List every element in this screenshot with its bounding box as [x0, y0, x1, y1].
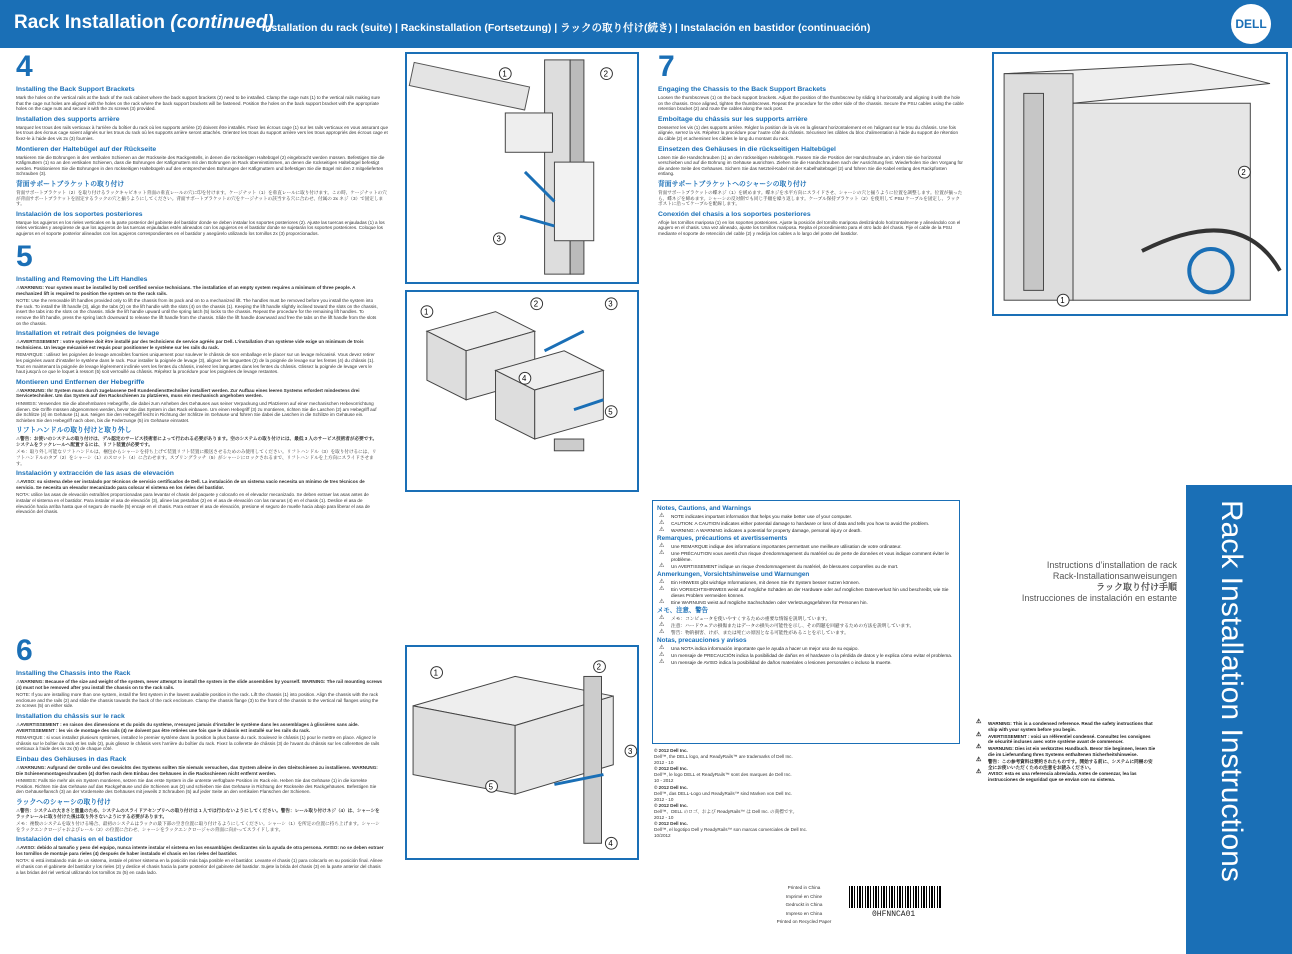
warning-item: ⚠ AVISO: esta es una referencia abreviada. Antes de comenzar, lea las instrucciones de seguridad que se envían con su sistema. — [974, 771, 1156, 783]
section-body: Markieren Sie die Bohrungen in den vertikalen Schienen an der Rückseite des Rackgestells, in denen die rückseitigen Haltebügel (2) eingebracht werden müssen. Befestigen Sie die Käfigmuttern (1) so an den vertikalen Schienen, dass die Bohrungen der Käfigmuttern mit den Bohrungen im Rack übereinstimmen, an denen die rückseitigen Haltebügel befestigt werden. Positionieren Sie die Bohrungen in den rückseitigen Haltebügeln auf den entsprechenden Bohrungen der Käfigmuttern und befestigen Sie die Bügel mit den 2 mitgelieferten Schrauben (3). — [16, 154, 385, 177]
warning-item: ⚠ Un mensaje de AVISO indica la posibilidad de daños materiales o lesiones personales o incluso la muerte. — [657, 660, 955, 666]
legal-line: Dell™, das DELL-Logo und ReadyRails™ sind Marken von Dell Inc. — [654, 790, 793, 796]
section-heading: Instalación del chasis en el bastidor — [16, 836, 133, 844]
warning-item: ⚠ Un AVERTISSEMENT indique un risque d’endommagement du matériel, de blessures corporelles ou de mort. — [657, 564, 955, 570]
callout-label: 1 — [1060, 296, 1065, 306]
section-heading: Installing and Removing the Lift Handles — [16, 276, 148, 283]
legal-line: 2012 - 10 — [654, 796, 674, 802]
section-heading: Installation et retrait des poignées de levage — [16, 330, 160, 338]
section-body: REMARQUE : utilisez les poignées de levage amovibles fournies uniquement pour soulever le châssis de son emballage et le placer sur un levage mécanisé. Vous devez retirer les poignées avant d’installer le système dans le rack. Pour installer la poignée de levage (3), alignez les languettes (2) de la poignée de levage sur les fentes (4) du châssis (1). Tout en maintenant la poignée de levage légèrement inclinée vers les fentes du châssis, insérez les languettes dans les fentes du châssis. Glissez la poignée de levage vers le haut jusqu’à ce que le loquet à ressort (5) soit verrouillé au châssis. Répétez la procédure pour les poignées de levage restantes. — [16, 352, 375, 375]
note-item: ⚠ Una NOTA indica información importante que le ayuda a hacer un mejor uso de su equipo. — [657, 646, 955, 652]
printed-line: Imprimé en Chine — [785, 893, 823, 899]
callout-label: 3 — [608, 299, 613, 309]
warning-text: ⚠ WARNING: Your system must be installed by Dell certified service technicians. The installation of an empty system requires a minimum of three people. A mechanized lift is required to position the system on to the rack rails. — [16, 285, 380, 296]
warning-item: ⚠ 警告：この参考資料は要約されたものです。開始する前に、システムに同梱の安全にお使いいただくための注意をお読みください。 — [974, 759, 1156, 771]
subtitle-de: Rack-Installationsanweisungen — [1052, 571, 1177, 581]
notes-heading: Remarques, précautions et avertissements — [657, 535, 788, 542]
barcode-text: 0HFNNCA01 — [872, 910, 916, 919]
warning-text: ⚠ WARNUNG: Aufgrund der Größe und des Gewichts des Systems sollten Sie niemals versuchen, das System alleine in den Gleitschienen zu installieren. WARNUNG: Die Schienenmontageschrauben (4) dürfen nach dem Einbau des Gehäuses in die Rackschienen nicht entfernt werden. — [16, 765, 384, 776]
callout-label: 5 — [488, 782, 494, 792]
figure-chassis-rack — [405, 645, 639, 860]
warning-text: ⚠ 警告：お使いのシステムの取り付けは、デル認定のサービス技術者によって行われる必要があります。空のシステムの取り付けには、最低 3 人のサービス技術者が必要です。システムをラックレールへ配置するには、リフト装置が必要です。 — [16, 436, 380, 447]
section-heading: ラックへのシャーシの取り付け — [16, 798, 111, 806]
callout-label: 4 — [522, 374, 527, 384]
legal-line: Dell™, le logo DELL et ReadyRails™ sont des marques de Dell Inc. — [654, 772, 792, 778]
section-heading: Installation du châssis sur le rack — [16, 712, 125, 720]
step-number: 4 — [16, 52, 33, 83]
step-number: 6 — [16, 636, 33, 667]
legal-line: 10/2012 — [654, 833, 671, 839]
note-item: ⚠ NOTE indicates important information that helps you make better use of your computer. — [657, 514, 955, 520]
cover-subtitles — [992, 560, 1177, 604]
legal-line: Dell™、DELL のロゴ、および ReadyRails™ は Dell Inc. の商標です。 — [654, 808, 798, 814]
cover-title: Rack Installation Instructions — [1215, 500, 1248, 882]
warning-text: ⚠ 警告：システムの大きさと重量のため、システムのスライドアセンブリへの取り付けは 1 人では行わないようにしてください。警告：レール取り付けネジ（4）は、シャーシをラックレールに取り付けた後は取り外さないようにする必要があります。 — [16, 808, 384, 819]
caution-item: ⚠ Une PRÉCAUTION vous avertit d’un risque d’endommagement du matériel ou de perte de données et vous indique comment éviter le problème. — [657, 551, 955, 563]
callout-label: 2 — [603, 69, 608, 79]
section-heading: Installation des supports arrière — [16, 115, 120, 123]
step-5-text — [16, 242, 380, 634]
figure-engage-chassis — [992, 52, 1288, 316]
section-body: メモ：取り外し可能なリフトハンドルは、梱包からシャーシを持ち上げて装置リフト装置に搬送させるためのみ使用してください。リフトハンドル（3）を取り付けるには、リフトハンドルのタブ（2）をシャーシ（1）のスロット（4）に合わせます。スプリングラッチ（5）がシャーシにロックされるまで、リフトハンドルを上方向にスライドさせます。 — [16, 449, 377, 466]
printed-in — [770, 884, 838, 927]
page-title: Rack Installation (continued) — [14, 12, 274, 33]
section-heading: Installing the Back Support Brackets — [16, 86, 135, 93]
section-body: メモ：複数のシステムを取り付ける場合、最初のシステムはラックの最下部の空き位置に取り付けるようにしてください。シャーシ（1）を所定の位置に持ち上げます。シャーシをラックエンクロージャおよびレール（2）の位置に合わせ、シャーシをラックエンクロージャの背面に向かってスライドします。 — [16, 821, 380, 832]
notes-heading: Notas, precauciones y avisos — [657, 637, 747, 644]
section-heading: Engaging the Chassis to the Back Support Brackets — [658, 86, 827, 93]
figure-lift-handles-drawing — [407, 292, 637, 490]
section-heading: Instalación y extracción de las asas de elevación — [16, 470, 174, 478]
figure-back-bracket-drawing — [407, 54, 637, 282]
legal-line: © 2012 Dell Inc. — [654, 784, 688, 790]
section-body: 背面サポートブラケットの蝶ネジ（1）を緩めます。蝶ネジを水平方向にスライドさせ、シャーシの穴と揃うように位置を調整します。位置が揃ったら、蝶ネジを締めます。シャーシの反対側でも同じ手順を繰り返します。ケーブル保持ブラケット（2）を使用して PSU ケーブルを固定し、ラックポストに沿ってケーブルを配線します。 — [658, 189, 963, 207]
callout-label: 3 — [496, 234, 501, 244]
section-body: NOTA: si está instalando más de un sistema, instale el primer sistema en la posición más baja posible en el bastidor. Levante el chasis (1) para colocarlo en su posición final. Alinee el chasis con el gabinete del bastidor y los rieles (2) y deslice el chasis hacia la parte posterior del gabinete del bastidor. Sujete la brida del chasis (3) en la parte anterior del chasis a las bridas del riel vertical utilizando los tornillos 2x (5) en cada lado. — [16, 858, 383, 875]
barcode — [849, 886, 941, 908]
page-subtitle: Installation du rack (suite) | Rackinstallation (Fortsetzung) | ラックの取り付け(続き) | Instalación en bastidor (continuación) — [262, 22, 871, 34]
step-number: 5 — [16, 242, 33, 273]
callout-label: 2 — [1241, 168, 1246, 178]
warning-item: ⚠ WARNUNG: Dies ist ein verkürztes Handbuch. Bevor Sie beginnen, lesen Sie die im Lieferumfang Ihres Systems enthaltenen Sicherheitshinweise. — [974, 746, 1156, 758]
printed-line: Printed in China — [787, 885, 821, 890]
warning-item: ⚠ AVERTISSEMENT : voici un référentiel condensé. Consultez les consignes de sécurité incluses avec votre système avant de commencer. — [974, 734, 1156, 746]
notes-heading: Notes, Cautions, and Warnings — [657, 505, 752, 512]
warning-text: ⚠ AVISO: debido al tamaño y peso del equipo, nunca intente instalar el sistema en los ensamblajes deslizantes sin la ayuda de otra persona. AVISO: no se deben extraer los tornillos de montaje para rieles (4) después de haber instalado el chasis en los rieles del bastidor. — [16, 845, 384, 856]
warning-item: ⚠ WARNING: This is a condensed reference. Read the safety instructions that ship with your system before you begin. — [974, 721, 1156, 733]
subtitle-es: Instrucciones de instalación en estante — [1021, 593, 1177, 603]
legal-line: © 2012 Dell Inc. — [654, 748, 688, 753]
legal-text — [654, 748, 954, 839]
step-7-text — [658, 52, 964, 296]
step-4-text — [16, 52, 388, 238]
notes-heading: Anmerkungen, Vorsichtshinweise und Warnungen — [657, 571, 810, 578]
section-heading: 背面サポートブラケットへのシャーシの取り付け — [658, 180, 807, 188]
section-heading: Montieren und Entfernen der Hebegriffe — [16, 378, 145, 386]
note-item: ⚠ Ein HINWEIS gibt wichtige Informationen, mit denen Sie Ihr System besser nutzen können. — [657, 580, 955, 586]
warning-text: ⚠ AVERTISSEMENT : en raison des dimensions et du poids du système, n’essayez jamais d’installer le système dans les assemblages à glissières sans aide. AVERTISSEMENT : les vis de montage des rails (4) ne doivent pas être retirées une fois que le châssis est installé sur les rails du rack. — [16, 722, 384, 733]
section-body: 背面サポートブラケット（2）を取り付けるラックキャビネット背面の垂直レールの穴に印を付けます。ケージナット（1）を垂直レールに取り付けます。この時、ケージナットの穴が背面サポートブラケットを固定するラックの穴と揃うようにしてください。背面サポートブラケットの穴をケージナットの該当する穴に合わせ、付属の 2x ネジ（3）で固定します。 — [16, 189, 387, 207]
dell-logo: DELL — [1231, 4, 1271, 44]
section-body: NOTA: utilice las asas de elevación extraíbles proporcionadas para levantar el chasis del paquete y colocarlo en el elevador mecanizado. Se deben extraer las asas antes de instalar el sistema en el bastidor. Para instalar el asa de elevación (3), alinee las pestañas (2) en el asa de elevación con las ranuras (4) en el chasis (1). Deslice el asa de elevación hacia arriba hasta que el seguro de muelle (5) encaje en el chasis. Para extraer el asa de elevación, presione el seguro de muelle hacia abajo para liberar el asa de elevación del chasis. — [16, 492, 370, 515]
section-heading: リフトハンドルの取り付けと取り外し — [16, 427, 132, 435]
legal-line: © 2012 Dell Inc. — [654, 821, 688, 827]
section-body: NOTE: If you are installing more than one system, install the first system in the lowest available position in the rack. Lift the chassis (1) into position. Align the chassis with the rack enclosure and the rails (2) and slide the chassis towards the back of the rack enclosure. Clamp the chassis flange (3) to the front of the chassis to the vertical rail flanges using the 2x screws (5) on either side. — [16, 692, 379, 709]
section-body: Marque los agujeros en los rieles verticales en la parte posterior del gabinete del bastidor donde se deben instalar los soportes posteriores (2). Ajuste las tuercas enjauladas (1) a los rieles verticales y asegúrese de que los agujeros de las tuercas enjauladas estén alineados con los agujeros en el bastidor donde se sujetarán los soportes posteriores. Coloque los agujeros en el soporte posterior alineados con los agujeros correspondientes en el bastidor y asegúrelo utilizando los tornillos 2x (3) proporcionados. — [16, 219, 385, 236]
caution-item: ⚠ CAUTION: A CAUTION indicates either potential damage to hardware or loss of data and tells you how to avoid the problem. — [657, 521, 955, 527]
callout-label: 1 — [502, 69, 507, 79]
legal-line: 2012 - 10 — [654, 760, 674, 766]
legal-line: 2012 - 10 — [654, 815, 674, 821]
step-6-text — [16, 636, 384, 950]
legal-line: Dell™, el logotipo Dell y ReadyRails™ son marcas comerciales de Dell Inc. — [654, 827, 808, 833]
warning-item: ⚠ Eine WARNUNG weist auf mögliche Sachschäden oder Verletzungsgefahren für Personen hin. — [657, 600, 955, 606]
note-item: ⚠ メモ：コンピュータを使いやすくするための重要な情報を説明しています。 — [657, 616, 955, 622]
section-heading: 背面サポートブラケットの取り付け — [16, 180, 125, 188]
callout-label: 3 — [627, 746, 633, 756]
warning-text: ⚠ AVISO: su sistema debe ser instalado por técnicos de servicio certificados de Dell. La instalación de un sistema vacío necesita un mínimo de tres técnicos de servicio. Se necesita un elevador mecanizado para colocar el sistema en los rieles del bastidor. — [16, 479, 380, 490]
printed-line: Impreso en China — [785, 910, 823, 916]
header-bar — [0, 0, 1292, 48]
section-heading: Emboîtage du châssis sur les supports arrière — [658, 115, 808, 123]
notes-heading: メモ、注意、警告 — [657, 607, 709, 614]
figure-engage-chassis-drawing — [994, 54, 1286, 314]
figure-lift-handles — [405, 290, 639, 492]
figure-chassis-rack-drawing — [407, 647, 637, 858]
section-heading: Einbau des Gehäuses in das Rack — [16, 755, 127, 763]
section-body: Loosen the thumbscrews (1) on the back support brackets. Adjust the position of the thumbscrew by sliding it horizontally and aligning it with the hole on the chassis. Once aligned, tighten the thumbscrews. Repeat the procedure for the other side of the chassis. Secure the PSU cables using the cable retention bracket (2) and route the cables along the rack post. — [658, 95, 964, 112]
section-body: Lösen Sie die Handschrauben (1) an den rückseitigen Haltebügeln. Passen Sie die Position der Handschraube an, indem Sie sie horizontal verschieben und auf die Bohrung im Gehäuse ausrichten. Ziehen Sie die Handschrauben nach der Ausrichtung fest. Wiederholen Sie den Vorgang für die andere Seite des Gehäuses. Sichern Sie das Netzteil-Kabel mit der Kabelhaltebügel (2) und führen Sie die Kabel entlang des Rackpfosten entlang. — [658, 154, 963, 177]
callout-label: 1 — [423, 307, 429, 317]
notes-cautions-warnings-box — [652, 500, 960, 744]
section-body: NOTE: Use the removable lift handles provided only to lift the chassis from its pack and on to a mechanized lift. The handles must be removed before you install the system into the rack. To install the lift handle (3), align the tabs (2) on the lift handle with the slots (4) on the chassis (1). Keeping the lift handle slightly inclined toward the slots on the chassis, insert the tabs into the slots on the chassis. Slide the lift handle upward until the spring latch (5) locks to the chassis. Repeat the procedure for the remaining lift handles. To remove the lift handle, press the spring latch downward to release the lift handle from the chassis. Slide the lift handle downward and free the tabs on the lift handle from the slots on the chassis. — [16, 298, 378, 326]
caution-item: ⚠ Ein VORSICHTSHINWEIS weist auf mögliche Schäden an der Hardware oder auf möglichen Datenverlust hin und beschreibt, wie Sie dieses Problem vermeiden können. — [657, 587, 955, 599]
back-cover-warnings — [974, 720, 1156, 784]
callout-label: 4 — [608, 839, 613, 849]
warning-item: ⚠ 警告：物的損害、けが、または死亡の原因となる可能性があることを示しています。 — [657, 630, 955, 636]
subtitle-fr: Instructions d’installation de rack — [1046, 560, 1177, 570]
section-body: Desserrez les vis (1) des supports arrière. Réglez la position de la vis en la glissant horizontalement et en l’alignant sur le trou du châssis. Une fois alignée, serrez la vis. Répétez la procédure pour l’autre côté du châssis. Sécurisez les câbles du bloc d’alimentation à l’aide du support de rétention du câble (2) et acheminez les câbles le long du montant du rack. — [658, 124, 959, 141]
callout-label: 5 — [608, 407, 613, 417]
section-heading: Installing the Chassis into the Rack — [16, 670, 131, 677]
section-heading: Einsetzen des Gehäuses in die rückseitigen Haltebügel — [658, 145, 836, 153]
legal-line: © 2012 Dell Inc. — [654, 802, 688, 808]
warning-text: ⚠ WARNUNG: Ihr System muss durch zugelassene Dell Kundendiensttechniker installiert werden. Zur Aufbau eines leeren Systems erfordert mindestens drei Servicetechniker. Um das System auf den Rackschienen zu platzieren, muss ein mechanisch angehoben werden. — [16, 388, 380, 399]
section-body: Afloje los tornillos mariposa (1) en los soportes posteriores. Ajuste la posición del tornillo mariposa deslizándolo horizontalmente y alineándolo con el agujero en el chasis. Una vez alineado, ajuste los tornillos mariposa. Repita el procedimiento para el otro lado del chasis. Fije el cable de la PSU mediante el soporte de retención del cable (2) y redirija los cables a lo largo del poste del bastidor. — [658, 219, 961, 236]
section-heading: Conexión del chasis a los soportes posteriores — [658, 210, 811, 218]
section-body: HINWEIS: Falls Sie mehr als ein System montieren, setzen Sie das erste System in die unterste verfügbare Position im Rack ein. Heben Sie das Gehäuse (1) in die korrekte Position. Richten Sie das Gehäuse auf das Rackgehäuse und die Schienen aus (2) und schieben Sie das Gehäuse in Richtung der Rückseite des Rackgehäuses. Befestigen Sie den Gehäuseflansch (3) an der Vorderseite des Gehäuses mit jeweils 2 Schrauben (5) auf jeder Seite an den vertikalen Flanschen der Schienen. — [16, 778, 377, 795]
warning-text: ⚠ AVERTISSEMENT : votre système doit être installé par des techniciens de service agréés par Dell. L’installation d’un système vide exige un minimum de trois techniciens. Un levage mécanisé est requis pour positionner le système sur les rails du rack. — [16, 339, 380, 350]
warning-item: ⚠ WARNING: A WARNING indicates a potential for property damage, personal injury or death. — [657, 528, 955, 534]
warning-text: ⚠ WARNING: Because of the size and weight of the system, never attempt to install the system in the slide assemblies by yourself. WARNING: The rail mounting screws (4) must not be removed after you install the chassis on to the rack rails. — [16, 679, 384, 690]
section-body: HINWEIS: Verwenden Sie die abnehmbaren Hebegriffe, die dabei zum Anheben des Gehäuses aus seiner Verpackung und Platzieren auf einer mechanischen Hebevorrichtung dienen. Die Griffe müssen abgenommen werden, bevor Sie das System in das Rack einbauen. Um einen Hebegriff (3) zu montieren, richten Sie die Laschen (2) am Hebegriff auf die Schlitze (4) im Gehäuse (1) aus. Neigen Sie den Hebegriff leicht in Richtung der Schlitze im Gehäuse und führen Sie dabei die Laschen in die Schlitze im Gehäuse ein. Schieben Sie den Hebegriff nach oben, bis die Federzunge (5) im Gehäuse einrastet. — [16, 400, 377, 423]
figure-back-bracket — [405, 52, 639, 284]
callout-label: 1 — [433, 668, 439, 678]
subtitle-ja: ラック取り付け手順 — [1096, 582, 1177, 592]
printed-line: Gedruckt in China — [785, 902, 823, 908]
legal-line: © 2012 Dell Inc. — [654, 766, 688, 772]
step-number: 7 — [658, 52, 675, 83]
callout-label: 2 — [533, 299, 539, 309]
caution-item: ⚠ 注意：ハードウェアの損傷またはデータの損失の可能性を示し、その問題を回避するための方法を説明しています。 — [657, 623, 955, 629]
section-heading: Montieren der Haltebügel auf der Rückseite — [16, 145, 157, 153]
callout-label: 2 — [596, 662, 601, 672]
section-body: REMARQUE : si vous installez plusieurs systèmes, installez le premier système dans la position la plus basse du rack. Soulevez le châssis (1) pour le mettre en place. Alignez le châssis sur le boîtier du rack et les rails (2), puis glissez le châssis vers l’arrière du boîtier du rack. Fixez la collerette de châssis (3) de l’avant du châssis sur les collerettes de rails verticaux à l’aide des vis 2x (5) de chaque côté. — [16, 735, 380, 752]
section-heading: Instalación de los soportes posteriores — [16, 210, 143, 218]
section-body: Marquez les trous des rails verticaux à l’arrière du boîtier du rack où les supports arrière (2) doivent être installés. Fixez les écrous cage (1) sur les rails verticaux en vous assurant que les trous des écrous cage soient alignés sur les trous du rack où les supports arrière seront attachés. Orientez les trous du support arrière vers les trous appropriés des écrous cage et fixez-le à l’aide des vis 2x (3) fournies. — [16, 124, 388, 141]
section-body: Mark the holes on the vertical rails at the back of the rack cabinet where the back support brackets (2) need to be installed. Clamp the cage nuts (1) to the vertical rails making sure that the cage nut holes are aligned with the holes on the rack where the back support brackets will be fastened. Position the holes on the back support bracket with the appropriate holes on the cage nuts and secure it with the 2x screws (3) provided. — [16, 95, 381, 112]
legal-line: Dell™, the DELL logo, and ReadyRails™ are trademarks of Dell Inc. — [654, 754, 793, 760]
note-item: ⚠ Une REMARQUE indique des informations importantes permettant une meilleure utilisation de votre ordinateur. — [657, 544, 955, 550]
printed-line: Printed on Recycled Paper — [776, 919, 832, 925]
legal-line: 10 - 2012 — [654, 778, 674, 784]
caution-item: ⚠ Un mensaje de PRECAUCIÓN indica la posibilidad de daños en el hardware o la pérdida de datos y le explica cómo evitar el problema. — [657, 653, 955, 659]
